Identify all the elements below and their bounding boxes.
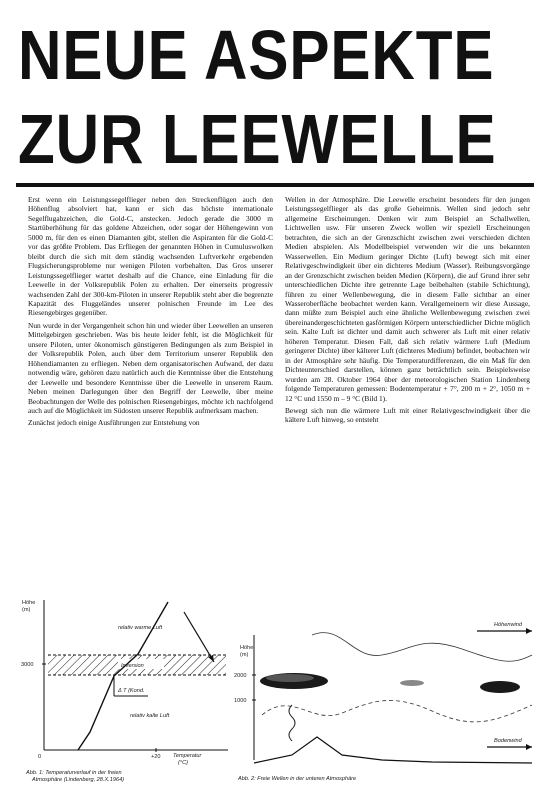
- fig2-lenticular-cloud: [480, 681, 520, 693]
- fig1-tick-0: 0: [38, 754, 42, 760]
- title-rule: [16, 183, 534, 187]
- text-column-right: [285, 195, 530, 428]
- fig2-ground-profile: [254, 737, 532, 763]
- figure-2-svg: [232, 605, 544, 787]
- paragraph: Bewegt sich nun die wärmere Luft mit einer Relativgeschwindigkeit über die kältere Luft hinweg, so entsteht: [285, 405, 530, 425]
- fig1-x-axis-unit: (°C): [178, 760, 189, 766]
- title-line-2: ZUR LEEWELLE: [18, 100, 497, 178]
- fig1-caption-line-1: Abb. 1: Temperaturverlauf in der freien: [26, 770, 122, 776]
- fig2-caption: Abb. 2: Freie Wellen in der unteren Atmosphäre: [238, 776, 357, 782]
- fig1-x-axis-label: Temperatur: [173, 753, 202, 759]
- fig2-bodenwind-label: Bodenwind: [494, 738, 522, 744]
- fig2-hoehenwind-label: Höhenwind: [494, 622, 522, 628]
- fig2-y-axis-unit: (m): [240, 652, 249, 658]
- paragraph: Nun wurde in der Vergangenheit schon hin und wieder über Leewellen an unseren Mittelgebirgen geschrieben. Was bis heute leider fehlt, ist die Möglichkeit für unsere Piloten, unter ökonomisch günstigeren Bedingungen als zum Beispiel in der Volksrepublik Polen, auch über dem Territorium unserer Republik den Höhendiamanten zu erfliegen. Neben dem organisatorischen Aufwand, der dazu notwendig wäre, gehören dazu natürlich auch die Kenntnisse über die Entstehung der Leewelle und besondere Kenntnisse über die Leewelle in unserem Raum. Neben meinen Darlegungen über den Begriff der Leewelle, über meine Beobachtungen der Welle des polnischen Riesengebirges, möchte ich nachfolgend auch auf die Möglichkeit im Südosten unserer Republik aufmerksam machen.: [28, 320, 273, 415]
- fig1-tick-plus20: +20: [151, 754, 161, 760]
- figure-2-free-waves: [232, 605, 544, 787]
- fig2-y-axis-label: Höhe: [240, 645, 254, 651]
- figure-1-temperature-profile: [18, 592, 238, 787]
- fig1-cold-air-label: relativ kalte Luft: [130, 713, 170, 719]
- paragraph: Wellen in der Atmosphäre. Die Leewelle erscheint besonders für den jungen Leistungssegelflieger als das große Geheimnis. Wellen sind jedoch sehr allgemeine Erscheinungen. Denken wir zum Beispiel an Schallwellen, Lichtwellen usw. Für unseren Zweck wollen wir speziell Erscheinungen betrachten, die sich an der Grenzschicht zwischen zwei verschieden dichten Medien abspielen. Als Modellbeispiel verwenden wir die uns bekannten Wasserwellen. Ein Medium geringer Dichte (Luft) bewegt sich mit einer Relativgeschwindigkeit über ein dichteres Medium (Wasser). Reibungsvorgänge an der Grenzschicht zwischen beiden Medien (Körpern), die auf Grund ihrer sehr unterschiedlichen Dichte ihre getrennte Lage beibehalten (stabile Schichtung), führen zu einer Wellenbewegung, die in diesem Falle sichtbar an einer Wasseroberfläche beobachtet werden kann. Verallgemeinern wir diese Aussage, dann müßte zum Beispiel auch eine ähnliche Wellenbewegung zwischen zwei übereinandergeschichteten gasförmigen Körpern unterschiedlicher Dichte möglich sein. Kalte Luft ist dichter und damit auch schwerer als Luft mit einer relativ höheren Temperatur. Diesen Fall, daß sich relativ wärmere Luft (Medium geringerer Dichte) über kälterer Luft (dichteres Medium) befindet, beobachten wir in der Atmosphäre sehr häufig. Die Temperaturdifferenzen, die ein Maß für den Dichteunterschied darstellen, können ganz beträchtlich sein. Beispielsweise wurden am 28. Oktober 1964 über der meteorologischen Station Lindenberg folgende Temperaturen gemessen: Bodentemperatur + 7°, 200 m + 2°, 1050 m + 12 °C und 1550 m – 9 °C (Bild 1).: [285, 195, 530, 403]
- fig2-tick-2000: 2000: [234, 673, 247, 679]
- fig2-upper-wave: [312, 633, 532, 662]
- fig1-warm-air-label: relativ warme Luft: [118, 625, 163, 631]
- fig1-inversion-label: Inversion: [121, 663, 144, 669]
- fig2-small-cloud: [400, 680, 424, 686]
- paragraph: Zunächst jedoch einige Ausführungen zur Entstehung von: [28, 418, 200, 428]
- title-line-1: NEUE ASPEKTE: [18, 16, 495, 94]
- fig1-caption-line-2: Atmosphäre (Lindenberg, 28.X.1964): [32, 777, 125, 783]
- paragraph: Erst wenn ein Leistungssegelflieger neben den Streckenflügen auch den Höhenflug absolviert hat, kann er sich das höchste internationale Segelflugabzeichen, die Gold-C, anstecken. Jedoch gerade die 3000 m Startüberhöhung für das goldene Abzeichen, oder sogar der Höhengewinn von 5000 m, für den es einen Diamanten gibt, stellen die Aspiranten für die Gold-C vor das größte Problem. Das Erfliegen der genannten Höhen in Cumuluswolken bleibt durch die sich mit dem ständig wachsenden Luftverkehr ergebenden Flugsicherungsprobleme nur wenigen Piloten vorbehalten. Das Gros unserer Leistungssegelflieger wartet deshalb auf die Chance, eine Einladung für die Leewelle in der Volksrepublik Polen zu erhalten. Der einerseits progressiv wachsenden Zahl der 300-km-Piloten in unserer Republik steht aber die begrenzte Kapazität des Fluggeländes unserer polnischen Freunde im Lee des Riesengebirges gegenüber.: [28, 195, 273, 318]
- fig1-delta-t-label: Δ T (Kond.: [118, 688, 145, 694]
- text-column-left: [28, 195, 273, 431]
- fig2-tick-1000: 1000: [234, 698, 247, 704]
- fig2-dashed-wave: [262, 700, 532, 721]
- figure-1-svg: [18, 592, 238, 787]
- fig1-y-axis-unit: (m): [22, 607, 31, 613]
- article-title: [18, 16, 497, 178]
- fig2-rotor: [289, 705, 295, 741]
- fig1-y-axis-label: Höhe: [22, 600, 36, 606]
- fig1-tick-3000: 3000: [21, 662, 34, 668]
